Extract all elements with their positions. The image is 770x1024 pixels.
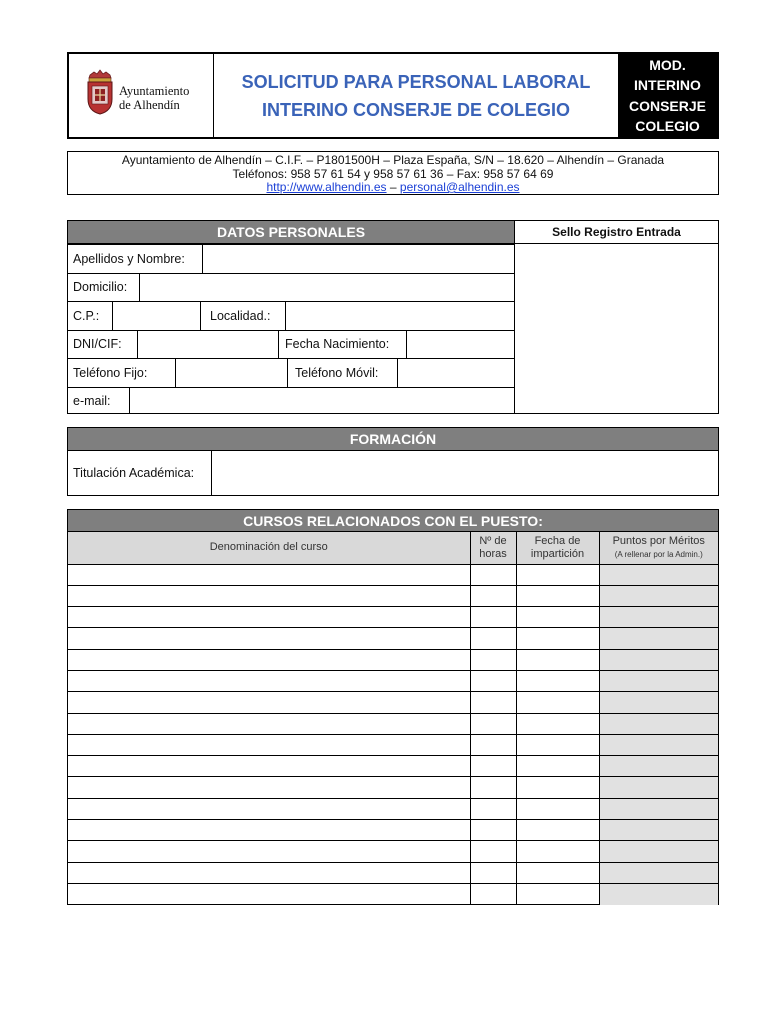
- course-hours-cell[interactable]: [470, 585, 516, 606]
- col-date-line-2: impartición: [530, 547, 585, 560]
- form-header: [67, 52, 719, 139]
- table-row: [68, 734, 718, 755]
- registry-stamp-heading: Sello Registro Entrada: [515, 221, 718, 244]
- course-date-cell[interactable]: [516, 756, 599, 777]
- postal-code-label: C.P.:: [73, 308, 100, 323]
- merit-points-cell: [599, 564, 718, 585]
- degree-field[interactable]: [211, 451, 718, 495]
- course-name-cell[interactable]: [68, 734, 470, 755]
- row-address: [68, 273, 514, 302]
- locality-field[interactable]: [285, 302, 514, 330]
- contact-box: [67, 151, 719, 195]
- course-hours-cell[interactable]: [470, 713, 516, 734]
- model-line-2: INTERINO: [634, 77, 701, 93]
- merit-points-cell: [599, 841, 718, 862]
- course-hours-cell[interactable]: [470, 628, 516, 649]
- table-row: [68, 777, 718, 798]
- personal-data-section: [67, 220, 515, 414]
- merit-points-cell: [599, 628, 718, 649]
- course-name-cell[interactable]: [68, 841, 470, 862]
- col-date-line-1: Fecha de: [534, 534, 581, 547]
- course-date-cell[interactable]: [516, 692, 599, 713]
- email-label: e-mail:: [73, 393, 111, 408]
- logo-box: [69, 54, 214, 137]
- coat-of-arms-icon: [85, 69, 115, 115]
- link-separator: –: [389, 180, 397, 194]
- course-date-cell[interactable]: [516, 564, 599, 585]
- merit-points-cell: [599, 862, 718, 883]
- row-cp-locality: [68, 301, 514, 330]
- education-heading: FORMACIÓN: [68, 428, 718, 451]
- contact-phones: Teléfonos: 958 57 61 54 y 958 57 61 36 – Fax: 958 57 64 69: [232, 166, 554, 181]
- row-name: [68, 244, 514, 273]
- course-date-cell[interactable]: [516, 607, 599, 628]
- table-row: [68, 798, 718, 819]
- course-date-cell[interactable]: [516, 713, 599, 734]
- postal-code-field[interactable]: [112, 302, 201, 330]
- email-field[interactable]: [129, 388, 514, 414]
- table-row: [68, 670, 718, 691]
- courses-header-row: [68, 532, 718, 564]
- course-hours-cell[interactable]: [470, 820, 516, 841]
- merit-points-cell: [599, 713, 718, 734]
- landline-field[interactable]: [175, 359, 288, 387]
- col-merit-points-label: Puntos por Méritos: [612, 534, 705, 547]
- course-date-cell[interactable]: [516, 649, 599, 670]
- course-name-cell[interactable]: [68, 883, 470, 904]
- course-hours-cell[interactable]: [470, 883, 516, 904]
- course-name-cell[interactable]: [68, 670, 470, 691]
- merit-points-cell: [599, 585, 718, 606]
- table-row: [68, 628, 718, 649]
- col-hours: [470, 532, 516, 564]
- course-date-cell[interactable]: [516, 798, 599, 819]
- logo-line-1: Ayuntamiento: [119, 84, 190, 98]
- course-name-cell[interactable]: [68, 564, 470, 585]
- merit-points-cell: [599, 820, 718, 841]
- course-name-cell[interactable]: [68, 820, 470, 841]
- form-title: [214, 54, 618, 137]
- mobile-label: Teléfono Móvil:: [295, 365, 379, 380]
- merit-points-cell: [599, 734, 718, 755]
- row-degree: [68, 451, 718, 495]
- title-line-1: SOLICITUD PARA PERSONAL LABORAL: [241, 71, 591, 92]
- table-row: [68, 713, 718, 734]
- course-name-cell[interactable]: [68, 692, 470, 713]
- name-field[interactable]: [202, 245, 514, 273]
- table-row: [68, 692, 718, 713]
- personal-data-heading: DATOS PERSONALES: [68, 221, 514, 244]
- website-link[interactable]: http://www.alhendin.es: [266, 180, 387, 194]
- landline-label: Teléfono Fijo:: [73, 365, 148, 380]
- merit-points-cell: [599, 883, 718, 904]
- merit-points-cell: [599, 798, 718, 819]
- course-hours-cell[interactable]: [470, 649, 516, 670]
- contact-address: Ayuntamiento de Alhendín – C.I.F. – P1801500H – Plaza España, S/N – 18.620 – Alhendín – Granada: [121, 153, 665, 167]
- address-label: Domicilio:: [73, 280, 128, 295]
- model-line-1: MOD.: [649, 56, 686, 73]
- course-hours-cell[interactable]: [470, 756, 516, 777]
- logo-line-2: de Alhendín: [119, 98, 180, 112]
- course-hours-cell[interactable]: [470, 862, 516, 883]
- table-row: [68, 564, 718, 585]
- address-field[interactable]: [139, 274, 514, 302]
- merit-points-cell: [599, 670, 718, 691]
- course-hours-cell[interactable]: [470, 734, 516, 755]
- merit-points-cell: [599, 692, 718, 713]
- merit-points-cell: [599, 607, 718, 628]
- mobile-field[interactable]: [397, 359, 514, 387]
- table-row: [68, 585, 718, 606]
- email-link[interactable]: personal@alhendin.es: [399, 180, 520, 194]
- table-row: [68, 883, 718, 904]
- birthdate-label: Fecha Nacimiento:: [285, 337, 390, 352]
- merit-points-cell: [599, 649, 718, 670]
- courses-table: [68, 532, 718, 905]
- course-hours-cell[interactable]: [470, 841, 516, 862]
- course-name-cell[interactable]: [68, 649, 470, 670]
- courses-section: [67, 509, 719, 905]
- row-phones: [68, 358, 514, 387]
- table-row: [68, 820, 718, 841]
- merit-points-cell: [599, 756, 718, 777]
- course-name-cell[interactable]: [68, 798, 470, 819]
- col-hours-line-2: horas: [479, 547, 507, 560]
- table-row: [68, 607, 718, 628]
- course-name-cell[interactable]: [68, 628, 470, 649]
- course-date-cell[interactable]: [516, 585, 599, 606]
- course-date-cell[interactable]: [516, 670, 599, 691]
- model-line-3: CONSERJE: [628, 97, 707, 114]
- table-row: [68, 862, 718, 883]
- contact-links: [68, 181, 718, 195]
- course-name-cell[interactable]: [68, 585, 470, 606]
- dni-label: DNI/CIF:: [73, 337, 122, 352]
- col-hours-line-1: Nº de: [479, 534, 507, 547]
- col-merit-points-note: (A rellenar por la Admin.): [614, 549, 703, 559]
- course-date-cell[interactable]: [516, 820, 599, 841]
- course-date-cell[interactable]: [516, 862, 599, 883]
- course-hours-cell[interactable]: [470, 670, 516, 691]
- model-line-4: COLEGIO: [635, 118, 700, 134]
- col-date: [516, 532, 599, 564]
- course-name-cell[interactable]: [68, 777, 470, 798]
- degree-label: Titulación Académica:: [73, 466, 195, 480]
- table-row: [68, 841, 718, 862]
- course-hours-cell[interactable]: [470, 607, 516, 628]
- locality-label: Localidad.:: [210, 308, 271, 323]
- course-hours-cell[interactable]: [470, 777, 516, 798]
- course-name-cell[interactable]: [68, 756, 470, 777]
- col-course-name-label: Denominación del curso: [209, 541, 328, 554]
- birthdate-field[interactable]: [406, 331, 514, 359]
- merit-points-cell: [599, 777, 718, 798]
- model-badge: [618, 54, 717, 137]
- dni-field[interactable]: [137, 331, 279, 359]
- course-name-cell[interactable]: [68, 862, 470, 883]
- name-label: Apellidos y Nombre:: [73, 251, 185, 266]
- course-hours-cell[interactable]: [470, 564, 516, 585]
- row-email: [68, 387, 514, 414]
- course-hours-cell[interactable]: [470, 692, 516, 713]
- col-merit-points: [599, 532, 718, 564]
- course-date-cell[interactable]: [516, 628, 599, 649]
- logo-text: [119, 84, 189, 112]
- course-date-cell[interactable]: [516, 734, 599, 755]
- course-name-cell[interactable]: [68, 713, 470, 734]
- col-course-name: [68, 532, 470, 564]
- course-date-cell[interactable]: [516, 777, 599, 798]
- course-hours-cell[interactable]: [470, 798, 516, 819]
- education-section: [67, 427, 719, 496]
- course-date-cell[interactable]: [516, 841, 599, 862]
- table-row: [68, 756, 718, 777]
- row-dni-birthdate: [68, 330, 514, 359]
- table-row: [68, 649, 718, 670]
- registry-stamp-box: [514, 220, 719, 414]
- course-date-cell[interactable]: [516, 883, 599, 904]
- courses-heading: CURSOS RELACIONADOS CON EL PUESTO:: [68, 510, 718, 532]
- course-name-cell[interactable]: [68, 607, 470, 628]
- title-line-2: INTERINO CONSERJE DE COLEGIO: [261, 99, 571, 120]
